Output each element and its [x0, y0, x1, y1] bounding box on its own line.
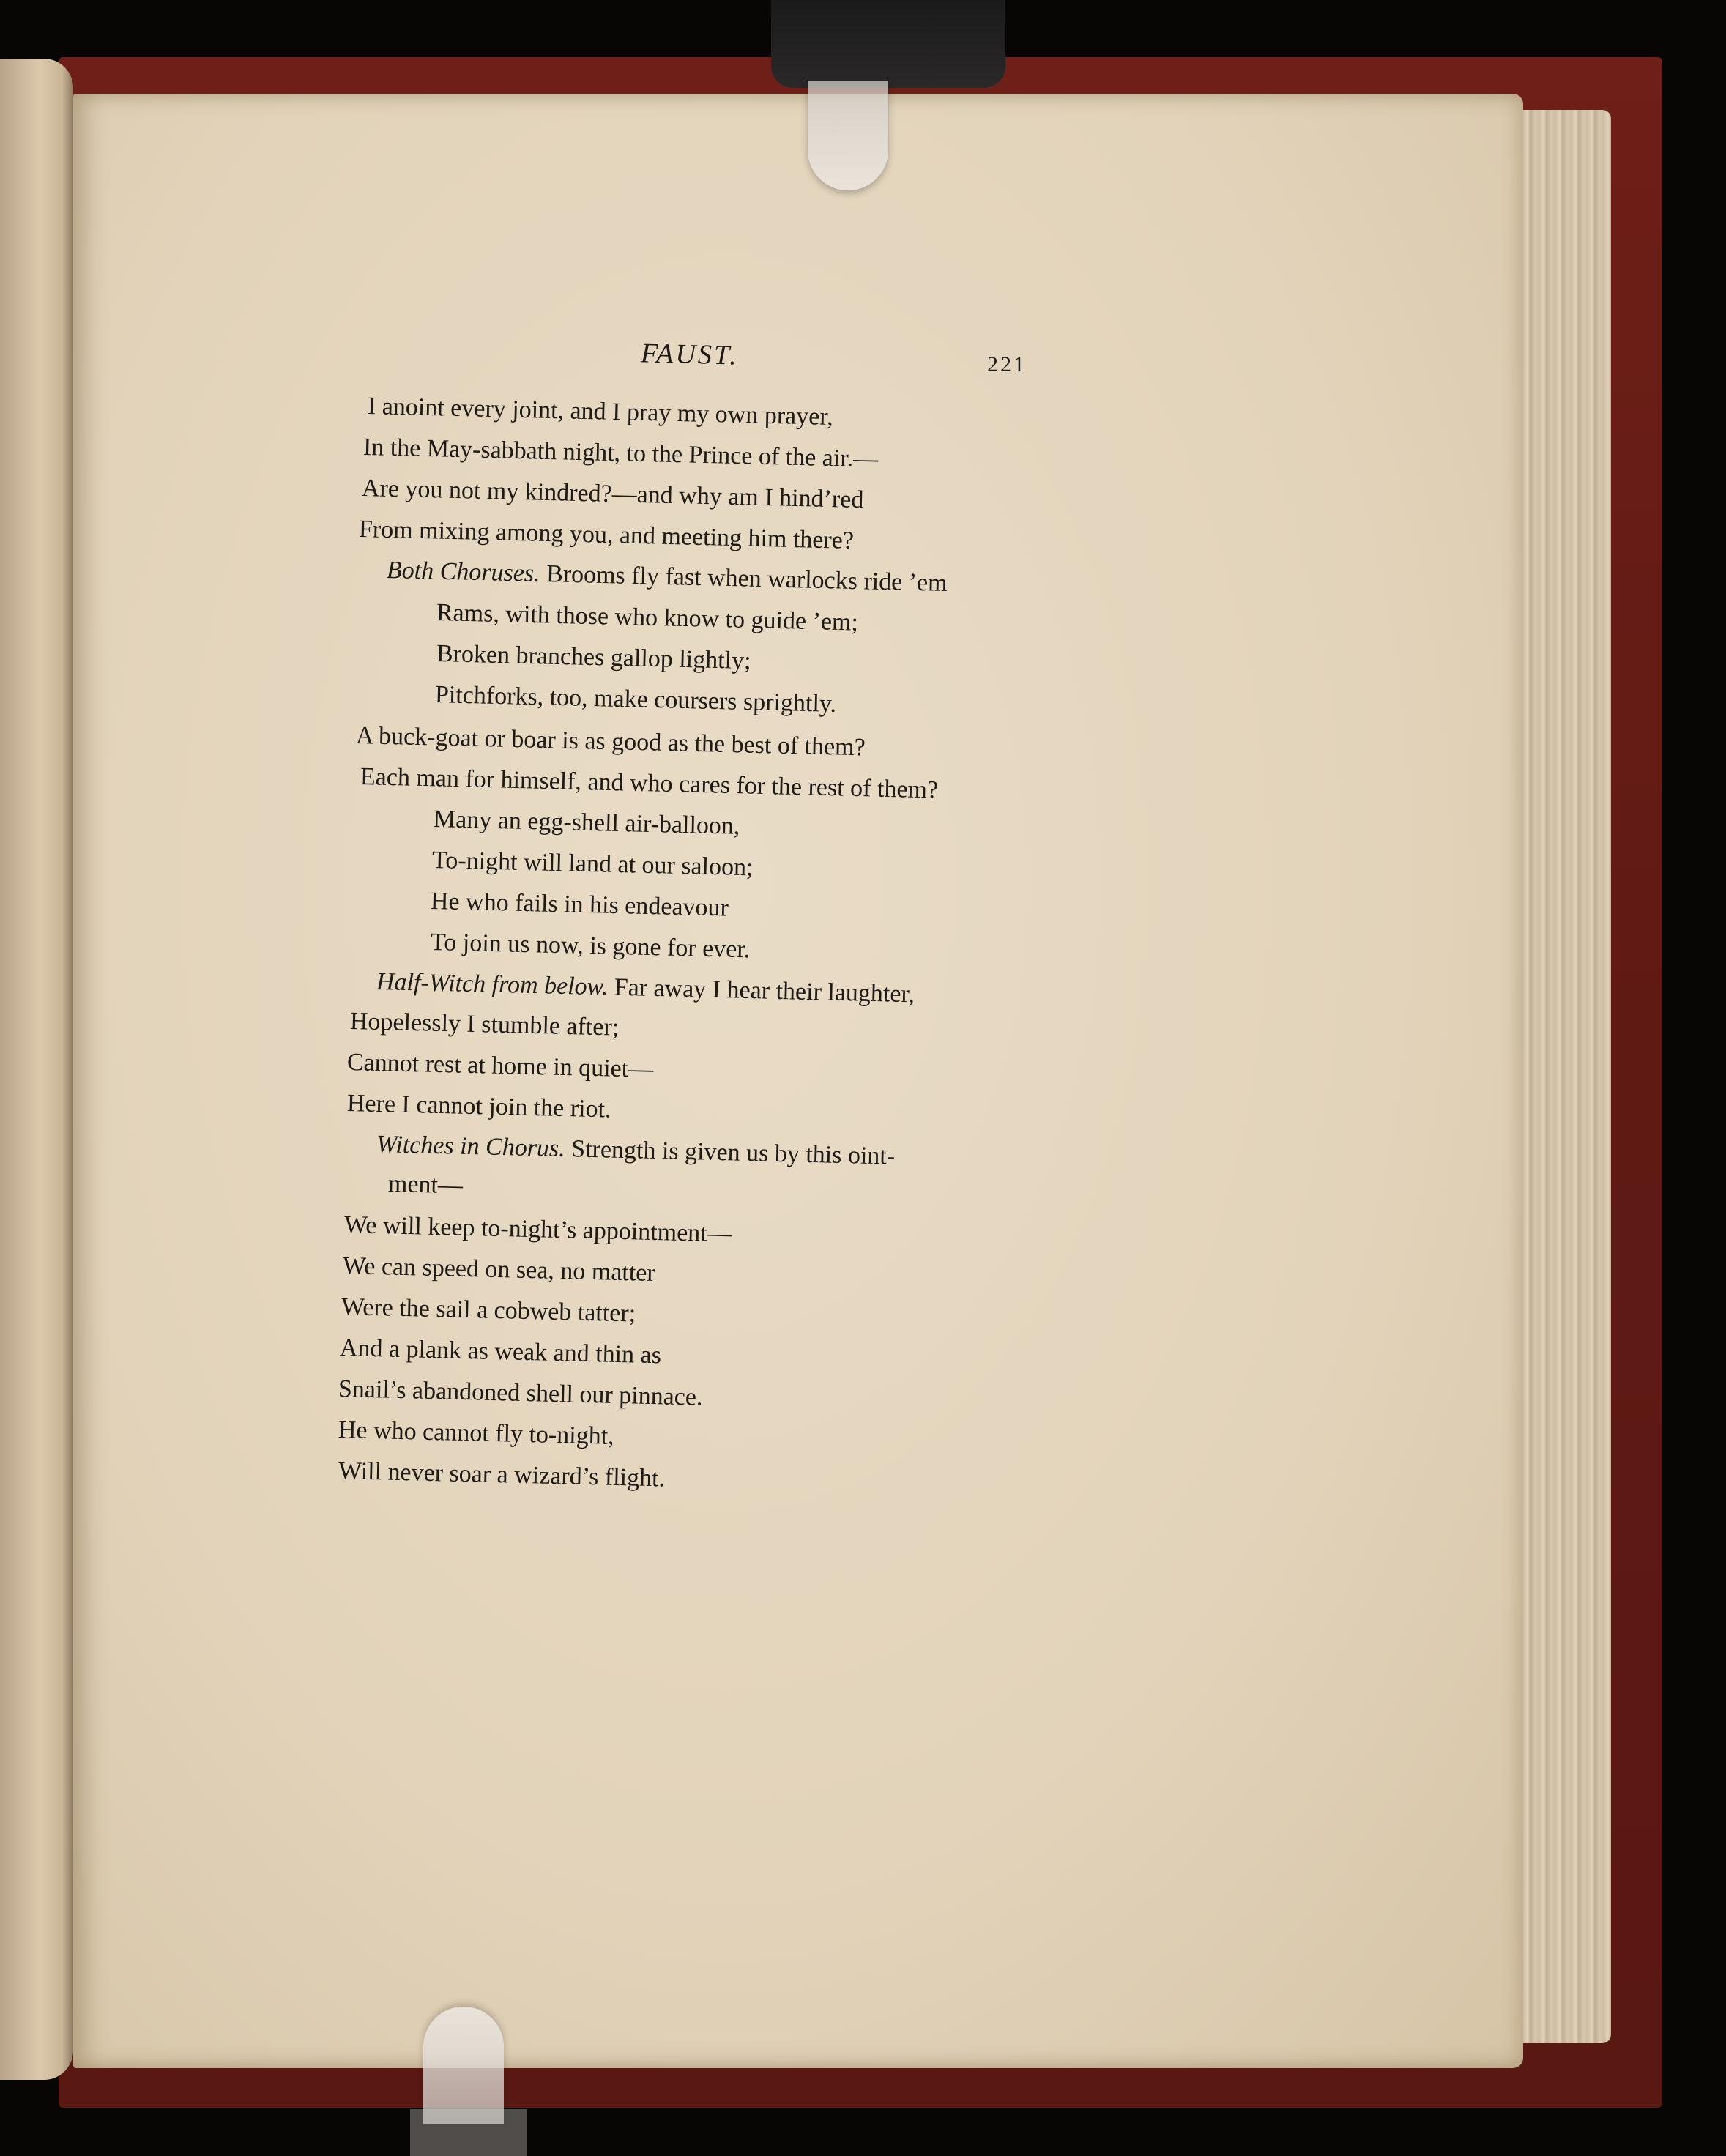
verse-line: Many an egg-shell air-balloon, [433, 806, 740, 840]
verse-line: Snail’s abandoned shell our pinnace. [338, 1375, 703, 1411]
speaker-name: Half-Witch from below. [376, 968, 609, 1001]
verse-line: A buck-goat or boar is as good as the best of them? [355, 722, 866, 762]
running-head: FAUST. [640, 338, 740, 371]
verse-line: Were the sail a cobweb tatter; [341, 1293, 636, 1328]
verse-line: Hopelessly I stumble after; [349, 1008, 620, 1041]
verse-line: He who fails in his endeavour [430, 888, 729, 922]
verse-line: Cannot rest at home in quiet— [346, 1049, 654, 1083]
speaker-line: Half-Witch from below. Far away I hear their laughter, [376, 968, 915, 1008]
speaker-name: Witches in Chorus. [376, 1131, 566, 1163]
verse-line: In the May-sabbath night, to the Prince of the air.— [362, 434, 879, 473]
speaker-line: Both Choruses. Brooms fly fast when warlocks ride ’em [386, 557, 948, 598]
verse-line: Broken branches gallop lightly; [436, 640, 751, 675]
verse-line: To join us now, is gone for ever. [430, 929, 751, 964]
verse-line: And a plank as weak and thin as [339, 1334, 662, 1369]
verse-line: Are you not my kindred?—and why am I hind’red [361, 475, 864, 514]
verse-line: Here I cannot join the riot. [346, 1090, 612, 1123]
verse-line: We will keep to-night’s appointment— [343, 1211, 733, 1248]
page-number: 221 [987, 352, 1027, 376]
verse-line: We can speed on sea, no matter [342, 1252, 656, 1287]
verse-line: Pitchforks, too, make coursers sprightly. [434, 681, 837, 718]
verse-line: Rams, with those who know to guide ’em; [436, 599, 859, 636]
verse-line: Each man for himself, and who cares for the rest of them? [360, 763, 939, 804]
verse-line: Will never soar a wizard’s flight. [338, 1457, 666, 1493]
speaker-line: Witches in Chorus. Strength is given us by this oint- [376, 1131, 896, 1170]
speaker-name: Both Choruses. [386, 557, 541, 587]
verse-line: From mixing among you, and meeting him there? [358, 516, 855, 554]
verse-line: He who cannot fly to-night, [338, 1416, 615, 1450]
verse-line: I anoint every joint, and I pray my own prayer, [367, 393, 834, 431]
verse-line: ment— [387, 1170, 464, 1200]
verse-line: To-night will land at our saloon; [431, 847, 754, 882]
